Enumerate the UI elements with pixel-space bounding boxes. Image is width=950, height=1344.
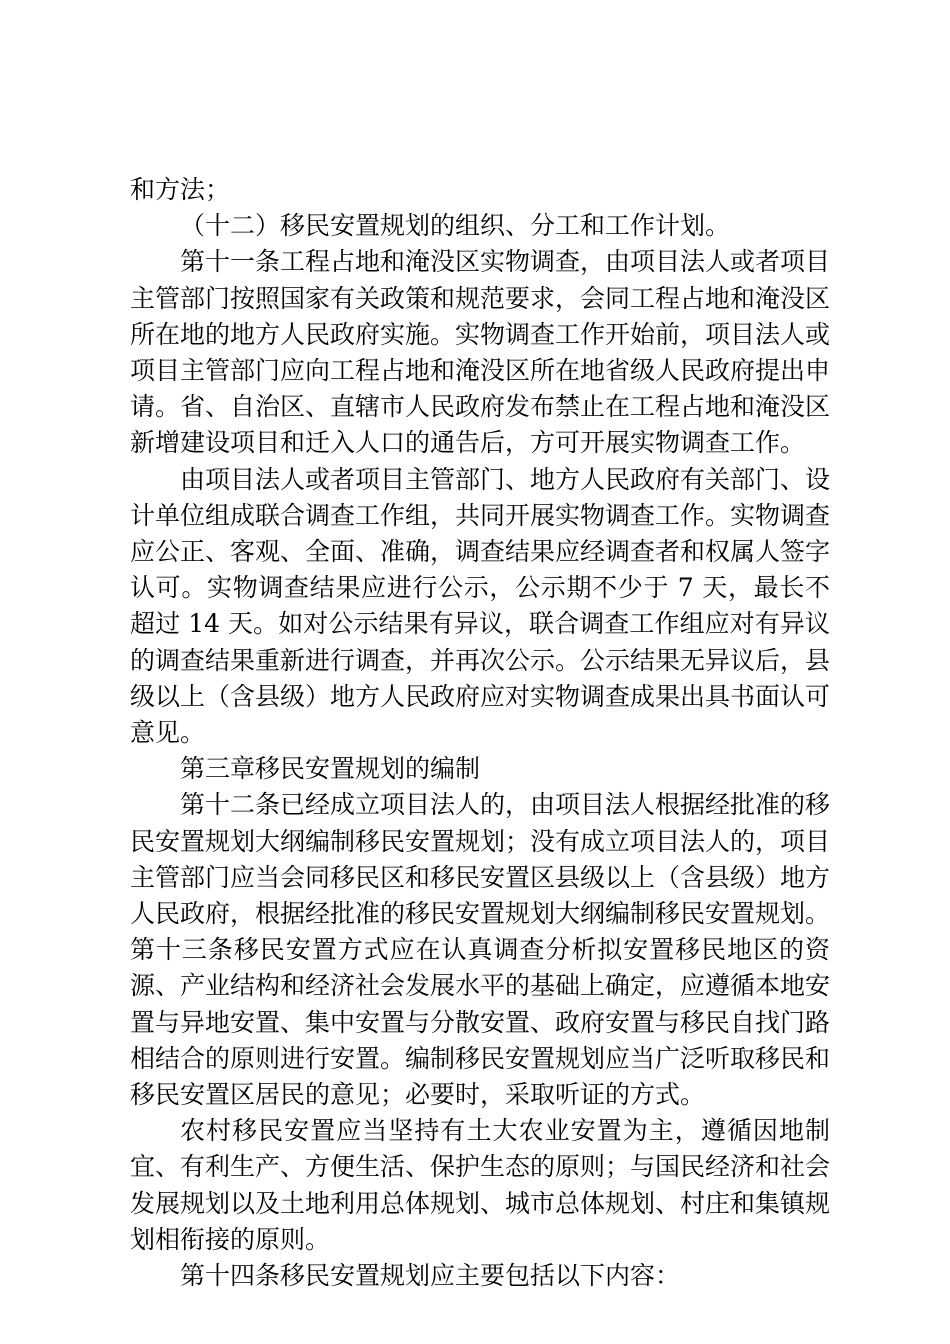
paragraph-7: 农村移民安置应当坚持有土大农业安置为主，遵循因地制宜、有利生产、方便生活、保护生态的原则；与国民经济和社会发展规划以及土地利用总体规划、城市总体规划、村庄和集镇规划相衔接的原则。 (130, 1116, 831, 1254)
paragraph-6: 第十二条已经成立项目法人的，由项目法人根据经批准的移民安置规划大纲编制移民安置规划；没有成立项目法人的，项目主管部门应当会同移民区和移民安置区县级以上（含县级）地方人民政府，根据经批准的移民安置规划大纲编制移民安置规划。第十三条移民安置方式应在认真调查分析拟安置移民地区的资源、产业结构和经济社会发展水平的基础上确定，应遵循本地安置与异地安置、集中安置与分散安置、政府安置与移民自找门路相结合的原则进行安置。编制移民安置规划应当广泛听取移民和移民安置区居民的意见；必要时，采取听证的方式。 (130, 790, 831, 1110)
paragraph-8: 第十四条移民安置规划应主要包括以下内容： (180, 1261, 681, 1291)
paragraph-1: 和方法； (130, 175, 231, 204)
paragraph-3: 第十一条工程占地和淹没区实物调查，由项目法人或者项目主管部门按照国家有关政策和规范要求，会同工程占地和淹没区所在地的地方人民政府实施。实物调查工作开始前，项目法人或项目主管部门应向工程占地和淹没区所在地省级人民政府提出申请。省、自治区、直辖市人民政府发布禁止在工程占地和淹没区新增建设项目和迁入人口的通告后，方可开展实物调查工作。 (130, 247, 831, 458)
chapter-heading: 第三章移民安置规划的编制 (180, 754, 481, 784)
paragraph-2: （十二）移民安置规划的组织、分工和工作计划。 (180, 211, 731, 241)
paragraph-4: 由项目法人或者项目主管部门、地方人民政府有关部门、设计单位组成联合调查工作组，共同开展实物调查工作。实物调查应公正、客观、全面、准确，调查结果应经调查者和权属人签字认可。实物调查结果应进行公示，公示期不少于 7 天，最长不超过 14 天。如对公示结果有异议，联合调查工作组应对有异议的调查结果重新进行调查，并再次公示。公示结果无异议后，县级以上（含县级）地方人民政府应对实物调查成果出具书面认可意见。 (130, 464, 831, 748)
document-page (130, 172, 830, 1294)
